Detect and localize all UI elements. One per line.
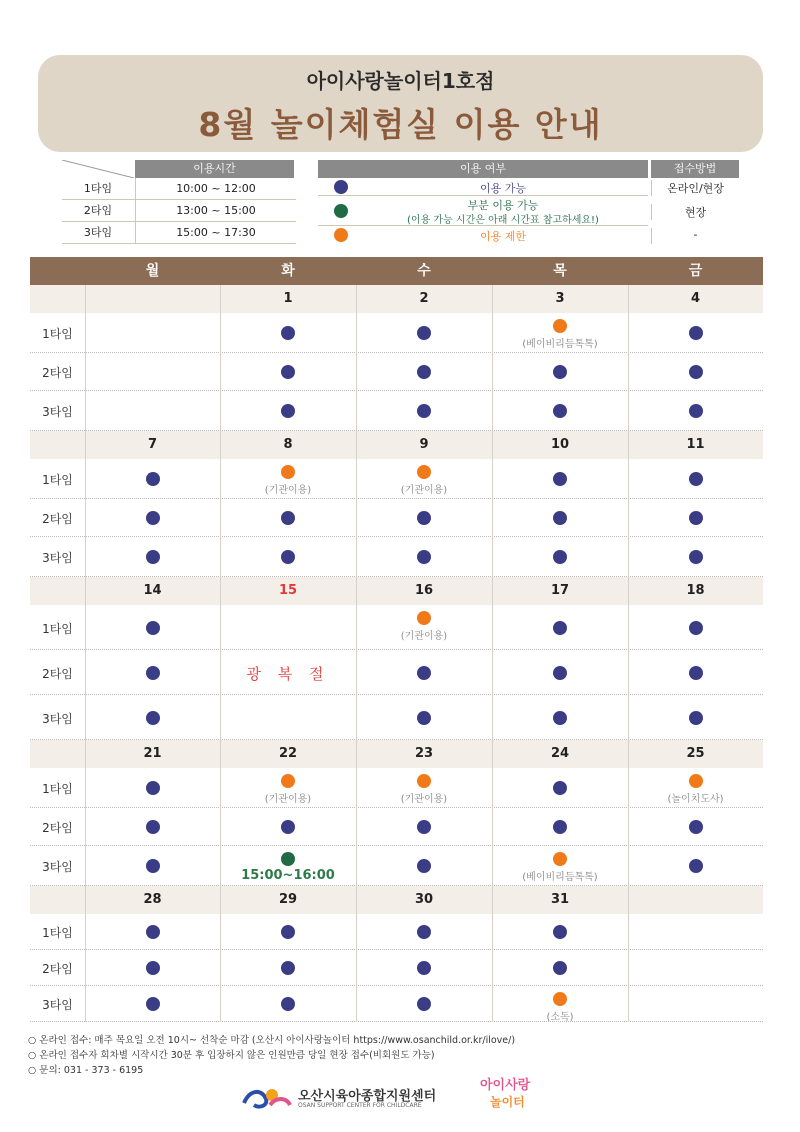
slot-label: 2타임 (42, 512, 73, 526)
calendar-date-cell: 9 (419, 437, 429, 452)
slot-note: (기관이용) (400, 485, 448, 496)
calendar-date-row (30, 431, 763, 459)
available-dot-icon (146, 472, 160, 486)
available-dot-icon (281, 925, 295, 939)
weekday-mon: 월 (145, 263, 160, 279)
calendar-slot-row (30, 914, 763, 950)
calendar-weekday-header (30, 257, 763, 285)
available-dot-icon (417, 404, 431, 418)
slot-label: 2타임 (42, 821, 73, 835)
calendar-column-divider (356, 285, 357, 1022)
slot-label: 3타임 (42, 998, 73, 1012)
available-dot-icon (417, 365, 431, 379)
slot-label: 3타임 (42, 551, 73, 565)
slot-label: 1타임 (42, 473, 73, 487)
available-dot-icon (146, 925, 160, 939)
calendar-date-cell: 2 (419, 291, 429, 306)
calendar-slot-row (30, 537, 763, 577)
restricted-dot-icon (553, 992, 567, 1006)
calendar-date-cell: 28 (143, 892, 162, 907)
available-dot-icon (553, 472, 567, 486)
restricted-dot-icon (553, 852, 567, 866)
osan-center-logo-icon (240, 1085, 294, 1111)
available-dot-icon (689, 365, 703, 379)
available-dot-icon (417, 925, 431, 939)
calendar-date-cell: 15 (278, 583, 298, 598)
available-dot-icon (281, 820, 295, 834)
calendar-slot-row (30, 846, 763, 886)
legend-available-text: 이용 가능 (479, 182, 526, 195)
available-dot-icon (281, 997, 295, 1011)
restricted-dot-icon (281, 774, 295, 788)
available-dot-icon (553, 711, 567, 725)
partial-dot-icon (334, 204, 348, 218)
weekday-thu: 목 (553, 263, 567, 279)
legend-restricted-text: 이용 제한 (479, 230, 526, 243)
slot-label: 2타임 (42, 366, 73, 380)
legend-time-label: 2타임 (83, 204, 113, 217)
legend-method-value: - (651, 228, 739, 244)
legend-method-value: 온라인/현장 (651, 180, 739, 196)
available-dot-icon (281, 326, 295, 340)
slot-label: 1타임 (42, 621, 73, 636)
calendar-date-cell: 10 (550, 437, 570, 452)
available-dot-icon (146, 859, 160, 873)
calendar-date-cell: 18 (686, 583, 705, 598)
footer-logos (240, 1078, 580, 1113)
available-dot-icon (689, 621, 703, 635)
legend-availability-header: 이용 여부 (318, 160, 648, 178)
legend-restricted-row (318, 226, 648, 244)
available-dot-icon (146, 781, 160, 795)
calendar-date-cell: 16 (414, 583, 434, 598)
calendar-date-row (30, 285, 763, 313)
playground-logo-top: 아이사랑 (480, 1078, 531, 1093)
calendar-date-cell (628, 886, 763, 914)
slot-note: (기관이용) (400, 794, 448, 805)
header-banner (38, 55, 763, 152)
calendar-date-cell: 17 (550, 583, 570, 598)
restricted-dot-icon (417, 465, 431, 479)
available-dot-icon (689, 472, 703, 486)
available-dot-icon (553, 550, 567, 564)
calendar-slot-row (30, 695, 763, 740)
restricted-dot-icon (689, 774, 703, 788)
restricted-dot-icon (417, 611, 431, 625)
calendar-slot-row (30, 353, 763, 391)
available-dot-icon (146, 997, 160, 1011)
available-dot-icon (417, 511, 431, 525)
legend-time-header: 이용시간 (135, 160, 294, 178)
available-dot-icon (417, 550, 431, 564)
footer-note-contact: ○ 문의: 031 - 373 - 6195 (28, 1065, 144, 1076)
calendar-column-divider (492, 285, 493, 1022)
available-dot-icon (553, 365, 567, 379)
footer-note-online: ○ 온라인 접수: 매주 목요일 오전 10시~ 선착순 마감 (오산시 아이사랑놀이터 https://www.osanchild.or.kr/ilove/) (28, 1035, 516, 1046)
legend-diagonal-line (62, 160, 134, 178)
slot-label: 3타임 (42, 405, 73, 419)
calendar-date-cell: 25 (686, 746, 705, 761)
available-dot-icon (417, 326, 431, 340)
partial-time-label: 15:00~16:00 (241, 868, 335, 883)
slot-note: (기관이용) (400, 631, 448, 642)
calendar-date-cell: 14 (143, 583, 162, 598)
weekday-wed: 수 (417, 263, 431, 279)
available-dot-icon (281, 511, 295, 525)
calendar-date-cell: 3 (555, 291, 565, 306)
calendar-date-cell: 23 (414, 746, 434, 761)
available-dot-icon (417, 961, 431, 975)
available-dot-icon (281, 550, 295, 564)
available-dot-icon (146, 961, 160, 975)
available-dot-icon (281, 961, 295, 975)
available-dot-icon (689, 820, 703, 834)
slot-label: 2타임 (42, 666, 73, 681)
calendar-slot-row (30, 950, 763, 986)
available-dot-icon (281, 404, 295, 418)
calendar-column-divider (85, 285, 86, 1022)
available-dot-icon (417, 820, 431, 834)
osan-center-logo-subtext: OSAN SUPPORT CENTER FOR CHILDCARE (298, 1102, 422, 1109)
calendar-date-cell: 7 (147, 437, 158, 452)
legend-time-label: 3타임 (83, 226, 113, 239)
slot-note: (놀이치도사) (667, 794, 724, 805)
available-dot-icon (553, 404, 567, 418)
available-dot-icon (553, 925, 567, 939)
legend-time-value: 15:00 ~ 17:30 (135, 222, 296, 244)
available-dot-icon (417, 666, 431, 680)
legend-partial-note: (이용 가능 시간은 아래 시간표 참고하세요!) (407, 215, 599, 226)
legend-time-row (62, 222, 296, 244)
legend-method-value: 현장 (651, 204, 739, 220)
calendar-slot-row (30, 986, 763, 1022)
calendar-date-cell: 22 (278, 746, 298, 761)
available-dot-icon (417, 859, 431, 873)
calendar-date-row (30, 886, 763, 914)
available-dot-icon (553, 511, 567, 525)
calendar-slot-row (30, 650, 763, 695)
available-dot-icon (146, 511, 160, 525)
available-dot-icon (146, 820, 160, 834)
available-dot-icon (146, 711, 160, 725)
available-dot-icon (417, 711, 431, 725)
available-dot-icon (334, 180, 348, 194)
weekday-tue: 화 (281, 263, 295, 279)
calendar-slot-row (30, 313, 763, 353)
calendar-date-row (30, 577, 763, 605)
calendar-date-cell: 29 (278, 892, 298, 907)
playground-logo-bottom: 놀이터 (490, 1095, 525, 1109)
legend-partial-row (318, 196, 648, 226)
slot-note: (베이비리듬톡톡) (522, 339, 598, 350)
available-dot-icon (689, 404, 703, 418)
calendar-date-cell: 4 (690, 291, 701, 306)
available-dot-icon (689, 666, 703, 680)
legend-method-header: 접수방법 (651, 160, 739, 178)
osan-center-logo-text: 오산시육아종합지원센터 (298, 1089, 437, 1104)
available-dot-icon (689, 326, 703, 340)
legend-time-label: 1타임 (83, 182, 113, 195)
calendar-date-cell: 30 (414, 892, 434, 907)
available-dot-icon (281, 365, 295, 379)
partial-dot-icon (281, 852, 295, 866)
available-dot-icon (553, 621, 567, 635)
slot-label: 3타임 (42, 711, 73, 726)
available-dot-icon (146, 666, 160, 680)
calendar-slot-row (30, 808, 763, 846)
calendar-date-row (30, 740, 763, 768)
available-dot-icon (553, 781, 567, 795)
available-dot-icon (146, 550, 160, 564)
legend-time-value: 10:00 ~ 12:00 (135, 178, 296, 200)
slot-label: 2타임 (42, 962, 73, 976)
available-dot-icon (689, 859, 703, 873)
calendar-date-cell: 8 (283, 437, 293, 452)
available-dot-icon (553, 961, 567, 975)
restricted-dot-icon (281, 465, 295, 479)
slot-label: 1타임 (42, 926, 73, 940)
calendar-slot-row (30, 499, 763, 537)
holiday-label: 광 복 절 (246, 664, 330, 683)
legend-time-row (62, 200, 296, 222)
slot-note: (기관이용) (264, 794, 312, 805)
legend-available-row (318, 178, 648, 196)
restricted-dot-icon (553, 319, 567, 333)
calendar-date-cell (85, 285, 220, 313)
header-subtitle: 아이사랑놀이터1호점 (306, 69, 495, 93)
legend-partial-text: 부분 이용 가능 (467, 199, 539, 212)
available-dot-icon (417, 997, 431, 1011)
calendar-date-cell: 31 (550, 892, 570, 907)
calendar-date-cell: 11 (686, 437, 705, 452)
calendar-date-cell: 21 (143, 746, 162, 761)
slot-note: (기관이용) (264, 485, 312, 496)
available-dot-icon (689, 550, 703, 564)
calendar-column-divider (220, 285, 221, 1022)
slot-label: 3타임 (42, 860, 73, 874)
slot-label: 1타임 (42, 327, 73, 341)
slot-note: (소독) (546, 1012, 574, 1023)
legend-time-value: 13:00 ~ 15:00 (135, 200, 296, 222)
available-dot-icon (689, 711, 703, 725)
header-title: 8월 놀이체험실 이용 안내 (198, 105, 603, 144)
available-dot-icon (146, 621, 160, 635)
calendar-column-divider (628, 285, 629, 1022)
calendar-slot-row (30, 391, 763, 431)
restricted-dot-icon (334, 228, 348, 242)
slot-label: 1타임 (42, 782, 73, 796)
footer-note-onsite: ○ 온라인 접수자 회차별 시작시간 30분 후 입장하지 않은 인원만큼 당일 현장 접수(비회원도 가능) (28, 1050, 435, 1061)
calendar-date-cell: 1 (283, 291, 293, 306)
restricted-dot-icon (417, 774, 431, 788)
legend-time-row (62, 178, 296, 200)
available-dot-icon (689, 511, 703, 525)
available-dot-icon (553, 820, 567, 834)
calendar-date-cell: 24 (550, 746, 570, 761)
weekday-fri: 금 (688, 263, 703, 279)
slot-note: (베이비리듬톡톡) (522, 872, 598, 883)
available-dot-icon (553, 666, 567, 680)
